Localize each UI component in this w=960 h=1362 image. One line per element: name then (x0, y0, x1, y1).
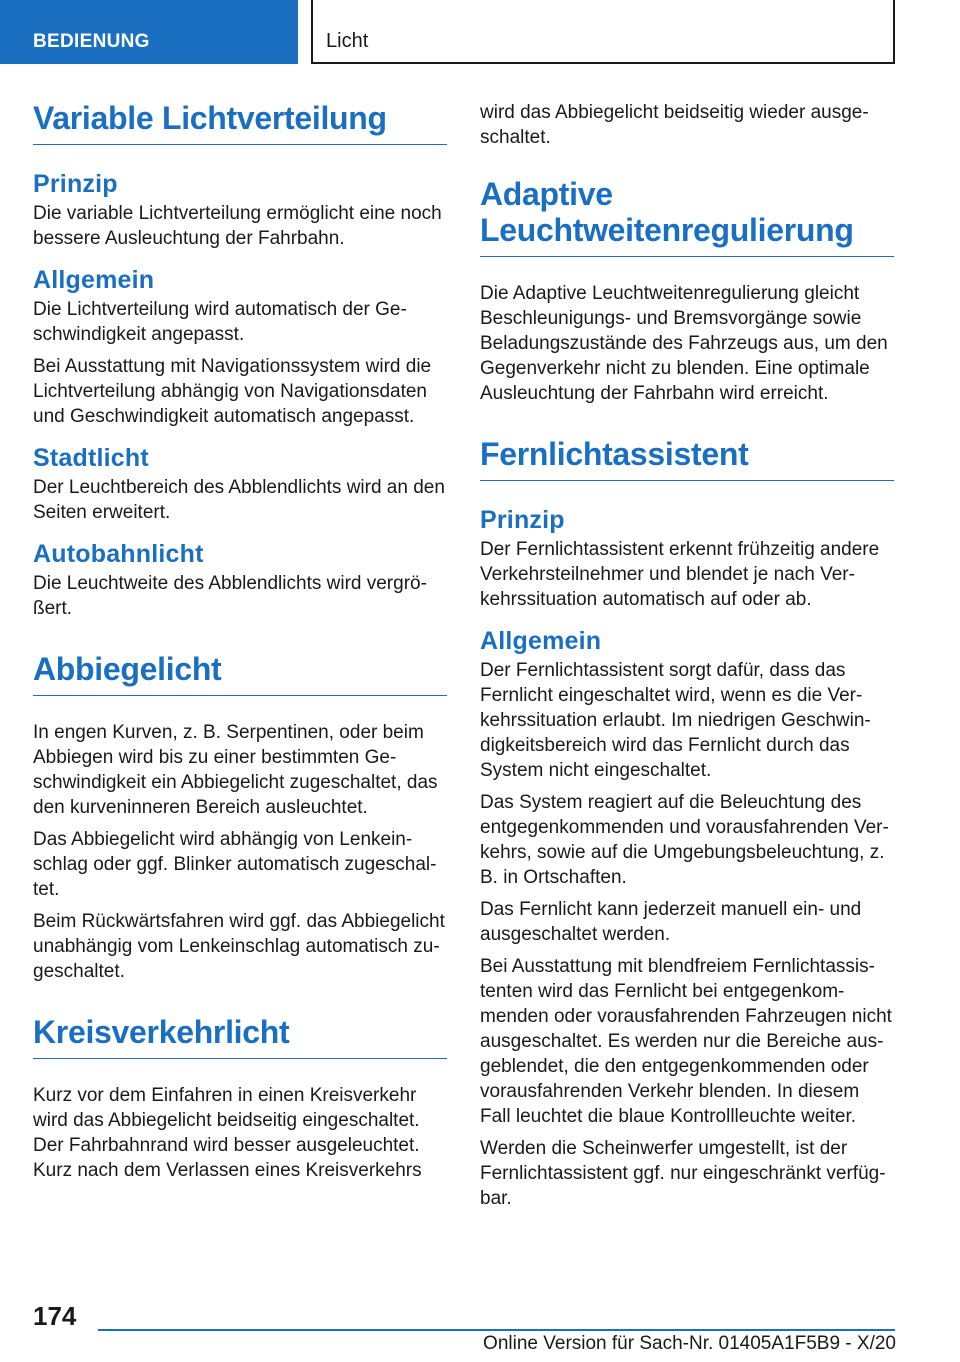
heading-abbiegelicht: Abbiegelicht (33, 651, 447, 696)
paragraph: Die variable Lichtverteilung ermöglicht eine noch bessere Ausleuchtung der Fahrbahn. (33, 203, 442, 249)
heading-variable-lichtverteilung: Variable Lichtverteilung (33, 100, 447, 145)
paragraph: Der Fernlichtassistent erkennt frühzeitig andere Verkehrsteilnehmer und blendet je nach Verkehrssituation automatisch auf oder ab. (480, 539, 880, 610)
footer-divider (98, 1329, 895, 1331)
paragraph: Das Abbiegelicht wird abhängig von Lenkeinschlag oder ggf. Blinker automatisch zugeschaltet. (33, 829, 437, 900)
chapter-title: Licht (326, 30, 369, 52)
right-column (480, 100, 894, 1218)
paragraph: Beim Rückwärtsfahren wird ggf. das Abbiegelicht unabhängig vom Lenkeinschlag automatisch zugeschaltet. (33, 911, 445, 982)
subheading-allgemein: Allgemein (480, 627, 602, 655)
section-title: BEDIENUNG (33, 31, 150, 52)
footer-online-version: Online Version für Sach-Nr. 01405A1F5B9 - X/20 (483, 1333, 896, 1354)
heading-fernlichtassistent: Fernlichtassistent (480, 436, 894, 481)
subheading-allgemein: Allgemein (33, 266, 155, 294)
paragraph: Kurz vor dem Einfahren in einen Kreisverkehr wird das Abbiegelicht beidseitig eingeschaltet. Der Fahrbahnrand wird besser ausgeleuchtet. Kurz nach dem Verlassen eines Kreisverkehrs (33, 1085, 422, 1181)
paragraph: In engen Kurven, z. B. Serpentinen, oder beim Abbiegen wird bis zu einer bestimmten Geschwindigkeit ein Abbiegelicht zugeschaltet, das den kurveninneren Bereich ausleuchtet. (33, 722, 438, 818)
left-column (33, 100, 447, 1190)
page-header (0, 0, 960, 66)
paragraph: Der Leuchtbereich des Abblendlichts wird an den Seiten erweitert. (33, 477, 445, 523)
subheading-prinzip: Prinzip (480, 506, 565, 534)
subheading-stadtlicht: Stadtlicht (33, 444, 149, 472)
paragraph: Bei Ausstattung mit blendfreiem Fernlichtassistenten wird das Fernlicht bei entgegenkommenden oder vorausfahrenden Fahrzeugen nicht ausgeschaltet. Es werden nur die Bereiche ausgeblendet, die den entgegenkommenden oder vorausfahrenden Verkehr blenden. In diesem Fall leuchtet die blaue Kontrollleuchte weiter. (480, 956, 892, 1127)
paragraph: Die Adaptive Leuchtweitenregulierung gleicht Beschleunigungs- und Bremsvorgänge sowie Beladungszustände des Fahrzeugs aus, um den Gegenverkehr nicht zu blenden. Eine optimale Ausleuchtung der Fahrbahn wird erreicht. (480, 283, 888, 404)
paragraph: Bei Ausstattung mit Navigationssystem wird die Lichtverteilung abhängig von Navigationsdaten und Geschwindigkeit automatisch angepasst. (33, 356, 432, 427)
page-number: 174 (33, 1301, 77, 1331)
heading-kreisverkehrlicht: Kreisverkehrlicht (33, 1014, 447, 1059)
subheading-autobahnlicht: Autobahnlicht (33, 540, 204, 568)
heading-line-2: Leuchtweitenregulierung (480, 212, 854, 248)
subheading-prinzip: Prinzip (33, 170, 118, 198)
heading-line-1: Adaptive (480, 176, 613, 212)
paragraph: Das System reagiert auf die Beleuchtung des entgegenkommenden und vorausfahrenden Verkehrs, sowie auf die Umgebungsbeleuchtung, z. B. in Ortschaften. (480, 792, 889, 888)
paragraph: Die Leuchtweite des Abblendlichts wird vergrößert. (33, 573, 427, 619)
paragraph: Die Lichtverteilung wird automatisch der Geschwindigkeit angepasst. (33, 299, 407, 345)
chapter-box (311, 0, 895, 64)
paragraph-continued: wird das Abbiegelicht beidseitig wieder ausgeschaltet. (480, 102, 869, 148)
paragraph: Der Fernlichtassistent sorgt dafür, dass das Fernlicht eingeschaltet wird, wenn es die Verkehrssituation erlaubt. Im niedrigen Geschwindigkeitsbereich wird das Fernlicht durch das System nicht eingeschaltet. (480, 660, 871, 781)
section-tab (0, 0, 298, 64)
paragraph: Werden die Scheinwerfer umgestellt, ist der Fernlichtassistent ggf. nur eingeschränkt verfügbar. (480, 1138, 886, 1209)
heading-adaptive-leuchtweitenregulierung (480, 176, 894, 257)
paragraph: Das Fernlicht kann jederzeit manuell ein- und ausgeschaltet werden. (480, 899, 862, 945)
